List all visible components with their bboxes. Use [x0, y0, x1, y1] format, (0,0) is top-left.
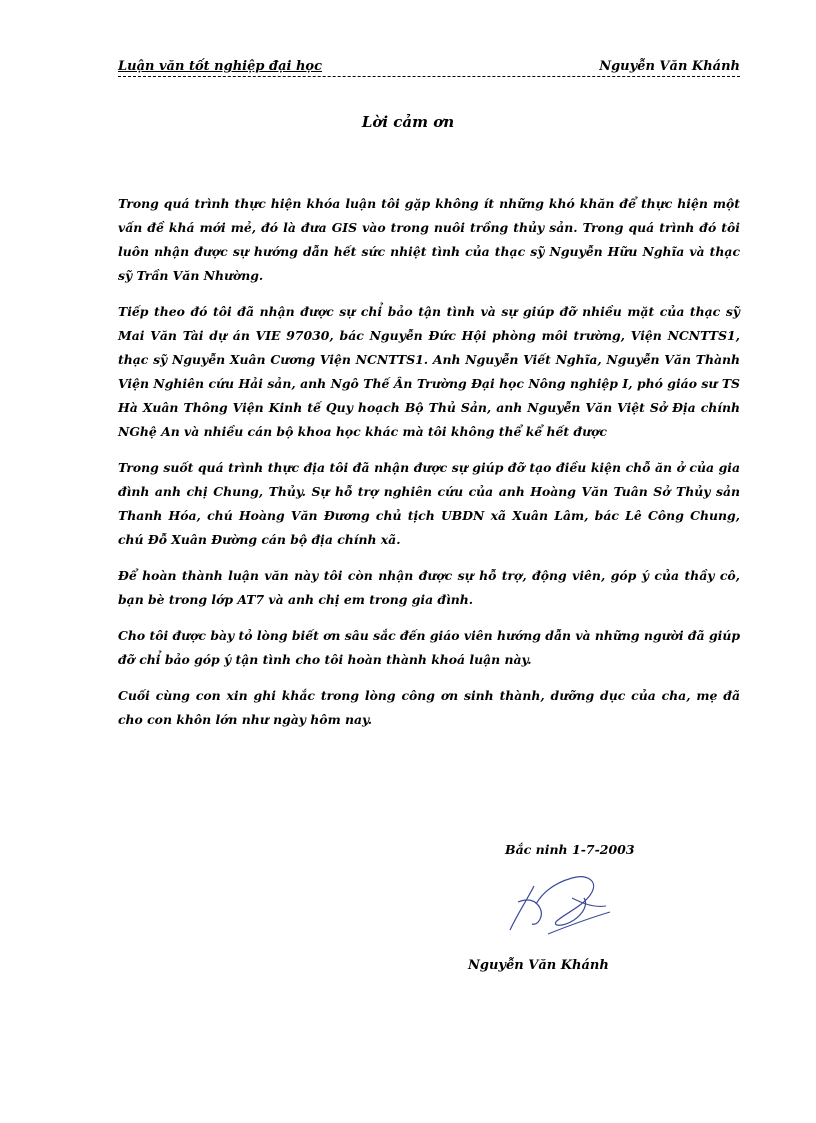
header-author: Nguyễn Văn Khánh [599, 59, 740, 74]
signer-name: Nguyễn Văn Khánh [468, 958, 609, 973]
page-title: Lời cảm ơn [361, 113, 455, 131]
paragraph: Trong suốt quá trình thực địa tôi đã nhận được sự giúp đỡ tạo điều kiện chỗ ăn ở của gia đình anh chị Chung, Thủy. Sự hỗ trợ nghiên cứu của anh Hoàng Văn Tuân Sở Thủy sản Thanh Hóa, chú Hoàng Văn Đương chủ tịch UBDN xã Xuân Lâm, bác Lê Công Chung, chú Đỗ Xuân Đường cán bộ địa chính xã. [118, 460, 740, 547]
acknowledgement-body [118, 192, 740, 744]
paragraph: Tiếp theo đó tôi đã nhận được sự chỉ bảo tận tình và sự giúp đỡ nhiều mặt của thạc sỹ Mai Văn Tài dự án VIE 97030, bác Nguyễn Đức Hội phòng môi trường, Viện NCNTTS1, thạc sỹ Nguyễn Xuân Cương Viện NCNTTS1. Anh Nguyễn Viết Nghĩa, Nguyễn Văn Thành Viện Nghiên cứu Hải sản, anh Ngô Thế Ân Trường Đại học Nông nghiệp I, phó giáo sư TS Hà Xuân Thông Viện Kinh tế Quy hoạch Bộ Thủ Sản, anh Nguyễn Văn Việt Sở Địa chính NGhệ An và nhiều cán bộ khoa học khác mà tôi không thể kể hết được [118, 304, 740, 439]
handwritten-signature [488, 868, 628, 948]
paragraph: Cuối cùng con xin ghi khắc trong lòng công ơn sinh thành, dưỡng dục của cha, mẹ đã cho con khôn lớn như ngày hôm nay. [118, 688, 740, 727]
header-left-title: Luận văn tốt nghiệp đại học [118, 59, 322, 74]
paragraph: Để hoàn thành luận văn này tôi còn nhận được sự hỗ trợ, động viên, góp ý của thầy cô, bạn bè trong lớp AT7 và anh chị em trong gia đình. [118, 568, 740, 607]
place-date: Bắc ninh 1-7-2003 [505, 842, 635, 857]
paragraph: Cho tôi được bày tỏ lòng biết ơn sâu sắc đến giáo viên hướng dẫn và những người đã giúp đỡ chỉ bảo góp ý tận tình cho tôi hoàn thành khoá luận này. [118, 628, 740, 667]
paragraph: Trong quá trình thực hiện khóa luận tôi gặp không ít những khó khăn để thực hiện một vấn đề khá mới mẻ, đó là đưa GIS vào trong nuôi trồng thủy sản. Trong quá trình đó tôi luôn nhận được sự hướng dẫn hết sức nhiệt tình của thạc sỹ Nguyễn Hữu Nghĩa và thạc sỹ Trần Văn Nhường. [118, 196, 740, 283]
page-header [118, 52, 740, 77]
